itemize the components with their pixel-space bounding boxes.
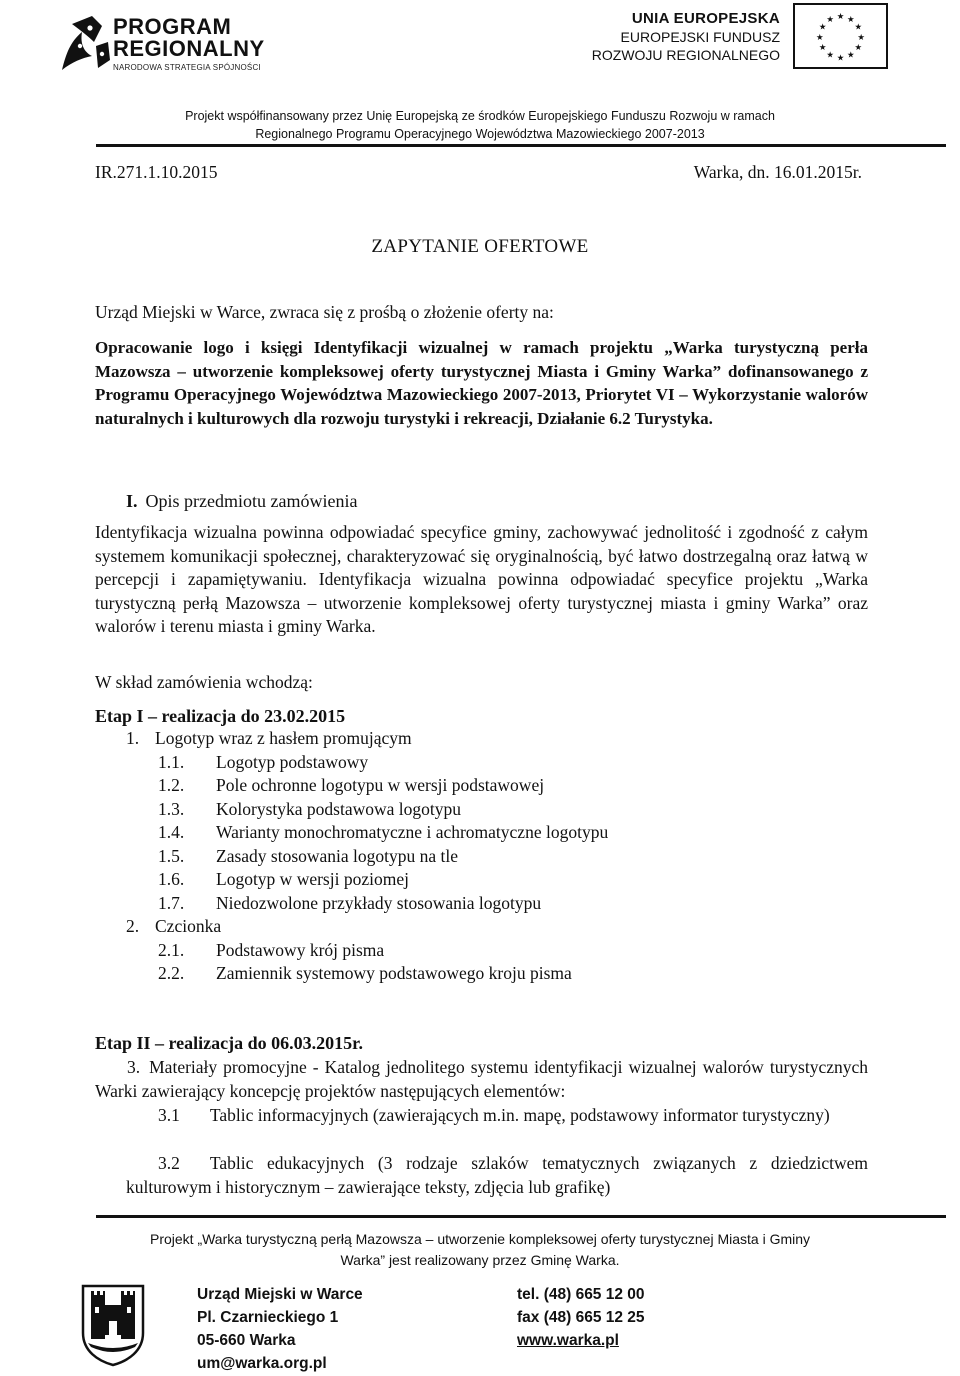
list-item-number: 1.5. [158,845,185,866]
list-item [95,751,868,775]
footer-phone: tel. (48) 665 12 00 [517,1286,645,1303]
place-and-date: Warka, dn. 16.01.2015r. [693,162,862,182]
eu-flag-icon [793,3,888,69]
section-title: Opis przedmiotu zamówienia [145,491,358,511]
program-logo-line1: PROGRAM [113,14,232,39]
program-logo-line3: NARODOWA STRATEGIA SPÓJNOŚCI [113,63,261,72]
list-item-number: 1.3. [158,798,185,819]
footer-org-name: Urząd Miejski w Warce [197,1286,363,1303]
list-item-number: 2.1. [158,939,185,960]
header-divider [96,144,946,147]
document-reference: IR.271.1.10.2015 [95,162,218,182]
footer-project-note [0,1229,960,1271]
item-text: Tablic informacyjnych (zawierających m.in. mapę, podstawowy informator turystyczny) [209,1105,830,1125]
footer-address [197,1283,363,1375]
svg-text:★: ★ [854,21,863,32]
item-text: Tablic edukacyjnych (3 rodzaje szlaków tematycznych związanych z dziedzictwem kulturowym i historycznym – zawierające teksty, zdjęcia lub grafikę) [126,1153,868,1197]
stage2-heading: Etap II – realizacja do 06.03.2015r. [95,1033,363,1053]
list-item-label: Zasady stosowania logotypu na tle [216,845,459,866]
section-paragraph: Identyfikacja wizualna powinna odpowiadać specyfice gminy, zachowywać jednolitość i zgodność z całym systemem komunikacji społecznej, charakteryzować się oryginalnością, być łatwo dostrzegalną oraz łatwą w percepcji i zapamiętywaniu. Identyfikacja wizualna powinna odpowiadać specyfice projektu „Warka turystyczną perłą Mazowsza – utworzenie kompleksowej oferty turystycznej miasta i gminy Warka” oraz walorów i terenu miasta i gminy Warka. [95,522,868,636]
footer-project-line1: Projekt „Warka turystyczną perłą Mazowsza – utworzenie kompleksowej oferty turystycznej Miasta i Gminy [149,1231,811,1247]
list-item [95,774,868,798]
list-item-label: Logotyp podstawowy [216,751,369,772]
scope-intro: W skład zamówienia wchodzą: [95,672,313,692]
list-item-number: 1.7. [158,892,185,913]
list-item-label: Kolorystyka podstawowa logotypu [216,798,461,819]
svg-text:★: ★ [816,31,824,42]
svg-text:★: ★ [836,11,845,22]
program-regionalny-wordmark [113,16,265,72]
intro-text: Urząd Miejski w Warce, zwraca się z prośbą o złożenie oferty na: [95,302,554,322]
list-item-number: 1.4. [158,822,185,842]
list-item-label: Zamiennik systemowy podstawowego kroju pisma [216,963,572,983]
document-title: ZAPYTANIE OFERTOWE [371,236,589,257]
stage1-list [95,727,868,986]
item-number: 3.2 [158,1153,180,1173]
footer-project-line2: Warka” jest realizowany przez Gminę Warka. [340,1252,620,1268]
item-number: 3.1 [158,1105,180,1125]
svg-text:★: ★ [818,21,827,32]
footer-street: Pl. Czarnieckiego 1 [197,1309,339,1326]
footer-city: 05-660 Warka [197,1332,296,1349]
list-item-label: Podstawowy krój pisma [216,939,385,960]
stage2-item-3-1 [126,1103,868,1127]
eu-fund-label [592,10,780,63]
list-item-number: 1. [126,728,140,748]
svg-text:★: ★ [857,31,865,42]
eu-label-line2: EUROPEJSKI FUNDUSZ [620,29,780,45]
stage2-item-3 [95,1055,868,1103]
svg-text:★: ★ [826,13,834,24]
svg-text:★: ★ [818,42,827,53]
svg-text:★: ★ [847,49,855,60]
cofinancing-line1: Projekt współfinansowany przez Unię Europejską ze środków Europejskiego Funduszu Rozwoju w ramach [185,109,775,123]
list-item-label: Czcionka [155,916,222,936]
eu-label-line1: UNIA EUROPEJSKA [631,10,780,27]
list-item [95,868,868,892]
list-item-number: 1.6. [158,869,185,889]
footer-fax: fax (48) 665 12 25 [517,1309,645,1326]
svg-text:★: ★ [854,42,863,53]
list-item-label: Pole ochronne logotypu w wersji podstawowej [216,775,545,795]
section-heading [126,491,357,512]
item-number: 3. [127,1057,141,1077]
list-item-number: 2. [126,916,140,936]
list-item [95,962,868,986]
stage2-item-3-2 [126,1151,868,1199]
footer-divider [96,1215,946,1218]
list-item [95,727,868,751]
list-item-number: 1.2. [158,775,185,795]
section-number: I. [126,491,138,511]
list-item [95,798,868,822]
list-item-number: 1.1. [158,751,185,772]
order-subject: Opracowanie logo i księgi Identyfikacji wizualnej w ramach projektu „Warka turystyczną perła Mazowsza – utworzenie kompleksowej oferty turystycznej Miasta i Gminy Warka” dofinansowanego z Programu Operacyjnego Województwa Mazowieckiego 2007-2013, Priorytet VI – Wykorzystanie walorów naturalnych i kulturowych dla rozwoju turystyki i rekreacji, Działanie 6.2 Turystyka. [95,338,868,428]
list-item [95,892,868,916]
list-item-label: Logotyp w wersji poziomej [216,869,409,889]
svg-text:★: ★ [836,52,845,63]
list-item [95,845,868,869]
footer-website-link[interactable]: www.warka.pl [517,1332,619,1349]
footer-contact [517,1283,645,1352]
warka-coat-of-arms-icon [80,1283,146,1367]
list-item-label: Warianty monochromatyczne i achromatyczne logotypu [216,822,609,842]
footer-email[interactable]: um@warka.org.pl [197,1355,327,1372]
cofinancing-note [0,107,960,143]
svg-text:★: ★ [847,13,855,24]
item-text: Materiały promocyjne - Katalog jednolitego systemu identyfikacji wizualnej walorów turystycznych Warki zawierający koncepcję projektów następujących elementów: [95,1057,868,1101]
list-item-number: 2.2. [158,963,185,983]
list-item-label: Niedozwolone przykłady stosowania logotypu [216,892,542,913]
list-item [95,939,868,963]
svg-text:★: ★ [826,49,834,60]
list-item [95,915,868,939]
stage1-heading: Etap I – realizacja do 23.02.2015 [95,706,346,726]
cofinancing-line2: Regionalnego Programu Operacyjnego Województwa Mazowieckiego 2007-2013 [255,127,705,141]
eu-label-line3: ROZWOJU REGIONALNEGO [591,47,780,63]
list-item [95,821,868,845]
list-item-label: Logotyp wraz z hasłem promującym [155,728,412,748]
program-logo-line2: REGIONALNY [113,36,265,61]
